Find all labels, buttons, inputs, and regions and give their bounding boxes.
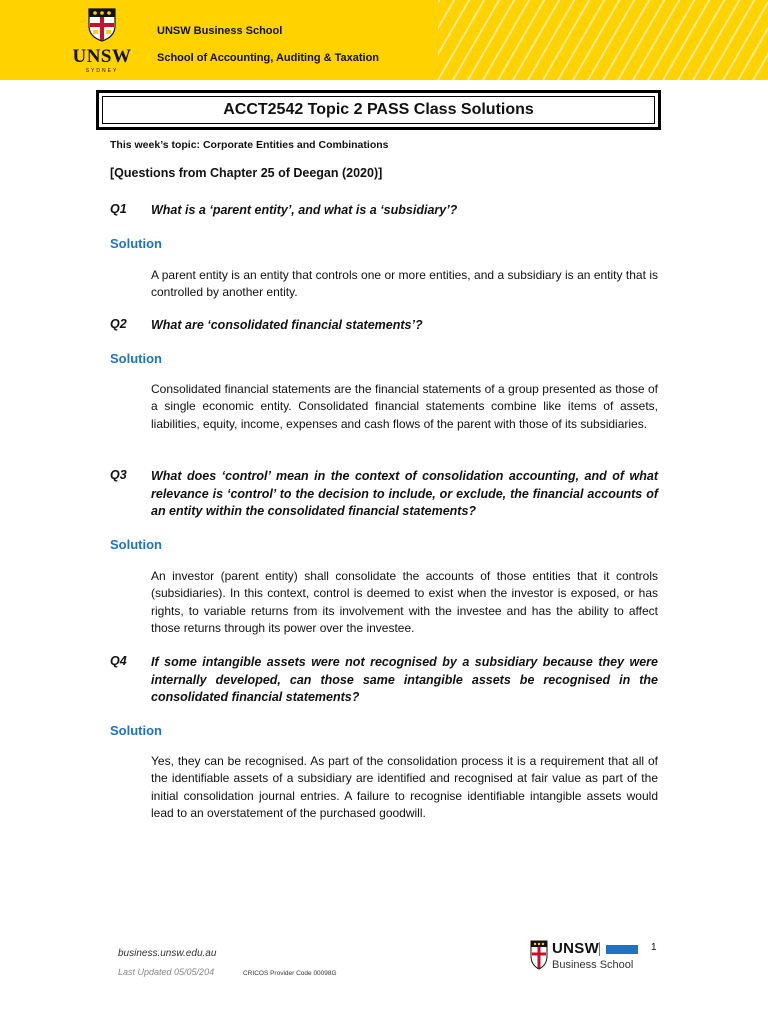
- question-number: Q4: [110, 654, 127, 668]
- header-department-name: School of Accounting, Auditing & Taxation: [157, 52, 380, 64]
- footer-logo-separator: [599, 942, 600, 956]
- chapter-reference: [Questions from Chapter 25 of Deegan (2020)]: [110, 166, 383, 180]
- solution-heading: Solution: [110, 236, 162, 251]
- solution-heading: Solution: [110, 537, 162, 552]
- question-text: What are ‘consolidated financial statements’?: [151, 318, 423, 332]
- answer-text: A parent entity is an entity that controls one or more entities, and a subsidiary is an entity that is controlled by another entity.: [151, 268, 658, 300]
- header-stripes-decoration: [438, 0, 768, 80]
- question-number: Q2: [110, 317, 127, 331]
- solution-heading: Solution: [110, 723, 162, 738]
- page-title: ACCT2542 Topic 2 PASS Class Solutions: [102, 96, 655, 124]
- footer-cricos: CRICOS Provider Code 00098G: [243, 970, 337, 977]
- footer-logo: [530, 940, 642, 976]
- header-school-name: UNSW Business School: [157, 25, 283, 37]
- footer-url[interactable]: business.unsw.edu.au: [118, 948, 217, 959]
- answer-text: Consolidated financial statements are the financial statements of a group presented as those of a single economic entity. Consolidated financial statements combine like items of assets, liabilities, equity, income, expenses and cash flows of the parent with those of its subsidiaries.: [151, 382, 658, 431]
- answer-text: An investor (parent entity) shall consolidate the accounts of those entities that it controls (subsidiaries). In this context, control is deemed to exist when the investor is exposed, or has rights, to variable returns from its involvement with the investee and has the ability to affect those returns through its power over the investee.: [151, 569, 658, 635]
- unsw-wordmark: UNSW: [72, 46, 132, 67]
- unsw-crest-icon: [88, 8, 116, 42]
- unsw-wordmark-sub: SYDNEY: [85, 68, 119, 74]
- question-text: What does ‘control’ mean in the context of consolidation accounting, and of what relevance is ‘control’ to the decision to include, or exclude, the financial accounts of an entity within the consolidated financial statements?: [151, 469, 658, 518]
- question-text: What is a ‘parent entity’, and what is a ‘subsidiary’?: [151, 203, 458, 217]
- footer-crest-icon: [530, 940, 548, 970]
- title-box: [96, 90, 661, 130]
- header-band: [0, 0, 768, 80]
- footer-badge-icon: [606, 945, 638, 954]
- question-text: If some intangible assets were not recognised by a subsidiary because they were internally developed, can those same intangible assets be recognised in the consolidated financial statements?: [151, 655, 658, 704]
- solution-heading: Solution: [110, 351, 162, 366]
- footer-business-school: Business School: [552, 959, 634, 971]
- question-number: Q1: [110, 202, 127, 216]
- topic-line: This week’s topic: Corporate Entities and Combinations: [110, 139, 389, 151]
- answer-text: Yes, they can be recognised. As part of the consolidation process it is a requirement that all of the identifiable assets of a subsidiary are identified and recognised at fair value as part of the initial consolidation journal entries. A failure to recognise identifiable intangible assets would lead to an overstatement of the purchased goodwill.: [151, 754, 658, 820]
- page-number: 1: [651, 942, 657, 953]
- footer-last-updated: Last Updated 05/05/204: [118, 967, 215, 977]
- question-number: Q3: [110, 468, 127, 482]
- unsw-logo: [72, 8, 132, 76]
- footer-unsw-wordmark: UNSW: [552, 940, 600, 957]
